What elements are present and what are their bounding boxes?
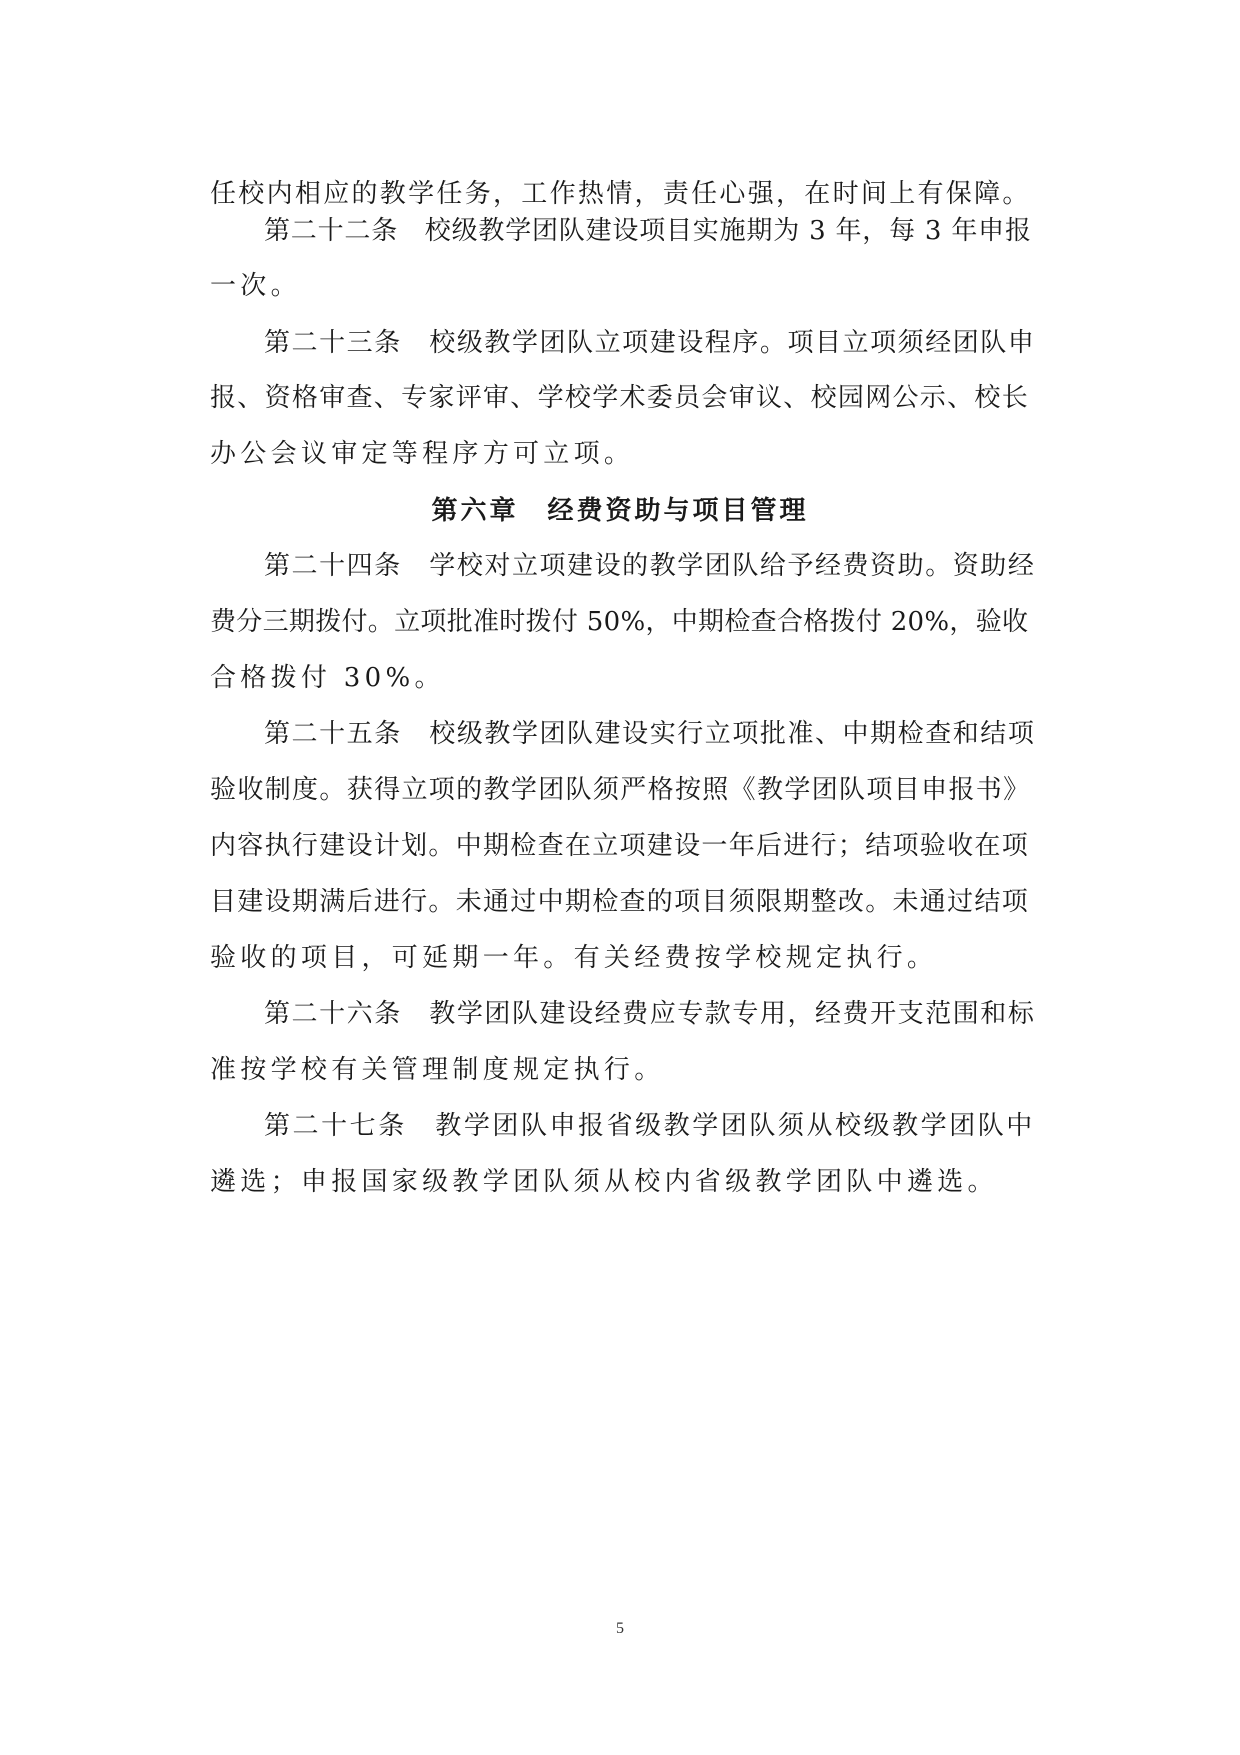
article-24-line-1: 第二十四条 学校对立项建设的教学团队给予经费资助。资助经 (264, 551, 1036, 581)
article-22-line-2: 一次。 (210, 271, 301, 301)
article-25-line-1: 第二十五条 校级教学团队建设实行立项批准、中期检查和结项 (264, 719, 1036, 749)
article-25-line-3: 内容执行建设计划。中期检查在立项建设一年后进行；结项验收在项 (210, 831, 1030, 861)
article-25-line-5: 验收的项目，可延期一年。有关经费按学校规定执行。 (210, 943, 938, 973)
chapter-heading (0, 495, 1240, 527)
page-number: 5 (616, 1620, 624, 1637)
article-27-line-1: 第二十七条 教学团队申报省级教学团队须从校级教学团队中 (264, 1111, 1035, 1141)
article-27-line-2: 遴选；申报国家级教学团队须从校内省级教学团队中遴选。 (210, 1167, 998, 1197)
article-25-line-4: 目建设期满后进行。未通过中期检查的项目须限期整改。未通过结项 (210, 887, 1030, 917)
chapter-heading-text: 第六章 经费资助与项目管理 (431, 496, 809, 526)
article-24-line-2: 费分三期拨付。立项批准时拨付 50%，中期检查合格拨付 20%，验收 (210, 607, 1029, 637)
article-24-line-3: 合格拨付 30%。 (210, 663, 445, 693)
article-26-line-2: 准按学校有关管理制度规定执行。 (210, 1055, 665, 1085)
article-23-line-1: 第二十三条 校级教学团队立项建设程序。项目立项须经团队申 (264, 328, 1036, 358)
article-23-line-3: 办公会议审定等程序方可立项。 (210, 439, 635, 469)
text-line: 任校内相应的教学任务，工作热情，责任心强，在时间上有保障。 (210, 179, 1031, 209)
article-23-line-2: 报、资格审查、专家评审、学校学术委员会审议、校园网公示、校长 (210, 383, 1030, 413)
article-25-line-2: 验收制度。获得立项的教学团队须严格按照《教学团队项目申报书》 (210, 775, 1031, 805)
article-26-line-1: 第二十六条 教学团队建设经费应专款专用，经费开支范围和标 (264, 999, 1036, 1029)
article-22-line-1: 第二十二条 校级教学团队建设项目实施期为 3 年，每 3 年申报 (264, 216, 1032, 246)
